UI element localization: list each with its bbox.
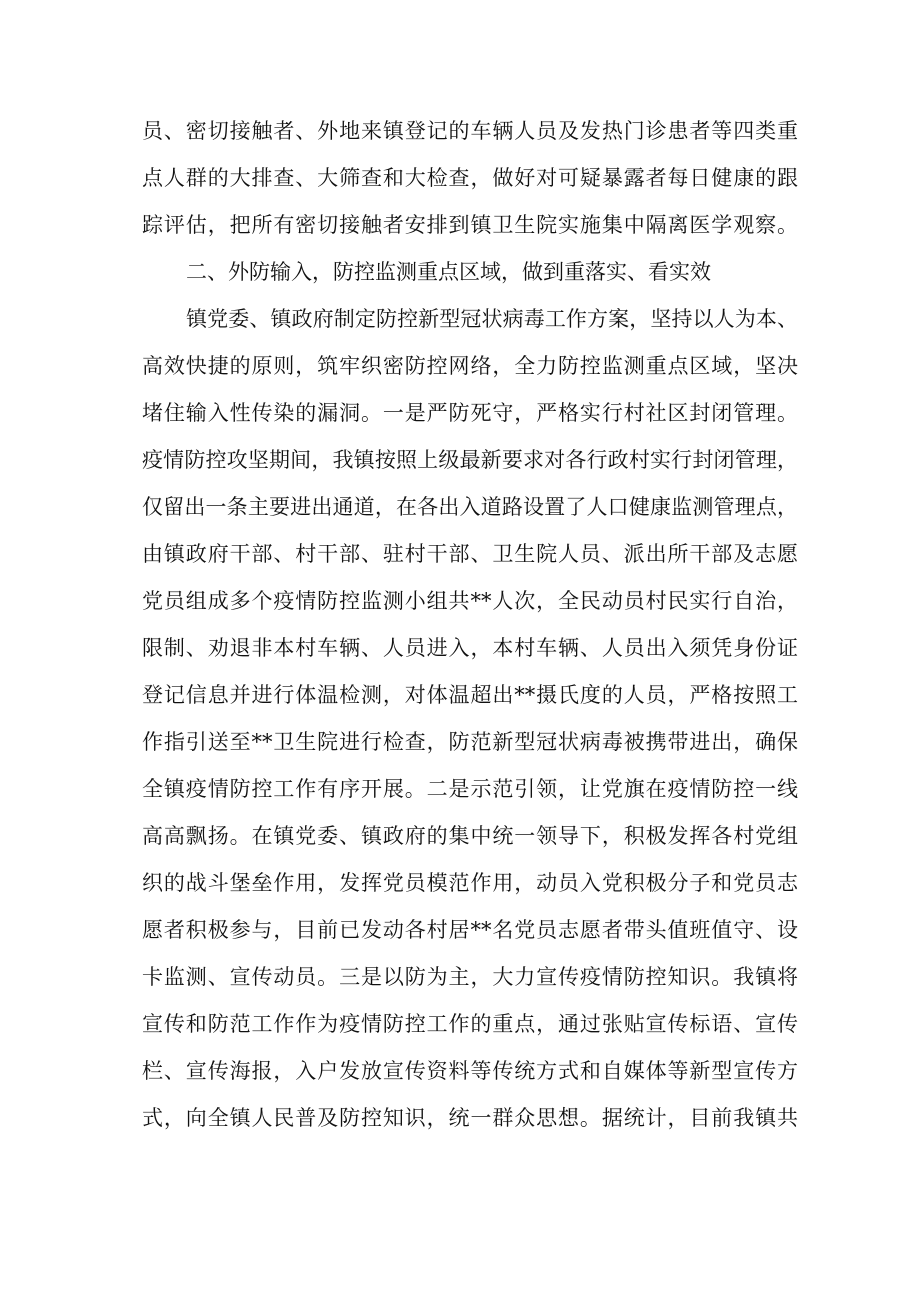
text-line xyxy=(0,720,920,764)
text-line xyxy=(0,1096,920,1140)
text-line xyxy=(0,297,920,341)
text-line xyxy=(0,908,920,952)
line-text: 卡监测、宣传动员。三是以防为主，大力宣传疫情防控知识。我镇将 xyxy=(142,965,798,989)
line-text: 高效快捷的原则，筑牢织密防控网络，全力防控监测重点区域，坚决 xyxy=(142,354,798,378)
text-line xyxy=(0,532,920,576)
text-line xyxy=(0,344,920,388)
line-text: 全镇疫情防控工作有序开展。二是示范引领，让党旗在疫情防控一线 xyxy=(142,777,798,801)
text-line xyxy=(0,1049,920,1093)
line-text: 踪评估，把所有密切接触者安排到镇卫生院实施集中隔离医学观察。 xyxy=(142,213,798,237)
line-text: 堵住输入性传染的漏洞。一是严防死守，严格实行村社区封闭管理。 xyxy=(142,401,798,425)
line-text: 镇党委、镇政府制定防控新型冠状病毒工作方案，坚持以人为本、 xyxy=(186,307,798,331)
line-text: 式，向全镇人民普及防控知识，统一群众思想。据统计，目前我镇共 xyxy=(142,1106,798,1130)
text-line xyxy=(0,1002,920,1046)
text-line xyxy=(0,673,920,717)
line-text: 员、密切接触者、外地来镇登记的车辆人员及发热门诊患者等四类重 xyxy=(142,119,798,143)
line-text: 疫情防控攻坚期间，我镇按照上级最新要求对各行政村实行封闭管理， xyxy=(142,448,798,472)
line-text: 点人群的大排查、大筛查和大检查，做好对可疑暴露者每日健康的跟 xyxy=(142,166,798,190)
line-text: 织的战斗堡垒作用，发挥党员模范作用，动员入党积极分子和党员志 xyxy=(142,871,798,895)
text-line xyxy=(0,955,920,999)
text-line xyxy=(0,203,920,247)
text-line xyxy=(0,579,920,623)
line-text: 登记信息并进行体温检测，对体温超出**摄氏度的人员，严格按照工 xyxy=(142,683,798,707)
text-line xyxy=(0,814,920,858)
line-text: 由镇政府干部、村干部、驻村干部、卫生院人员、派出所干部及志愿 xyxy=(142,542,798,566)
line-text: 党员组成多个疫情防控监测小组共**人次，全民动员村民实行自治， xyxy=(142,589,798,613)
text-line xyxy=(0,485,920,529)
section-heading xyxy=(0,250,920,294)
line-text: 宣传和防范工作作为疫情防控工作的重点，通过张贴宣传标语、宣传 xyxy=(142,1012,798,1036)
line-text: 作指引送至**卫生院进行检查，防范新型冠状病毒被携带进出，确保 xyxy=(142,730,798,754)
line-text: 仅留出一条主要进出通道，在各出入道路设置了人口健康监测管理点， xyxy=(142,495,798,519)
text-line xyxy=(0,767,920,811)
text-line xyxy=(0,109,920,153)
text-line xyxy=(0,626,920,670)
text-line xyxy=(0,156,920,200)
line-text: 栏、宣传海报，入户发放宣传资料等传统方式和自媒体等新型宣传方 xyxy=(142,1059,798,1083)
text-line xyxy=(0,438,920,482)
line-text: 愿者积极参与，目前已发动各村居**名党员志愿者带头值班值守、设 xyxy=(142,918,798,942)
text-line xyxy=(0,391,920,435)
line-text: 高高飘扬。在镇党委、镇政府的集中统一领导下，积极发挥各村党组 xyxy=(142,824,798,848)
heading-text: 二、外防输入，防控监测重点区域，做到重落实、看实效 xyxy=(186,260,711,284)
line-text: 限制、劝退非本村车辆、人员进入，本村车辆、人员出入须凭身份证 xyxy=(142,636,798,660)
text-line xyxy=(0,861,920,905)
